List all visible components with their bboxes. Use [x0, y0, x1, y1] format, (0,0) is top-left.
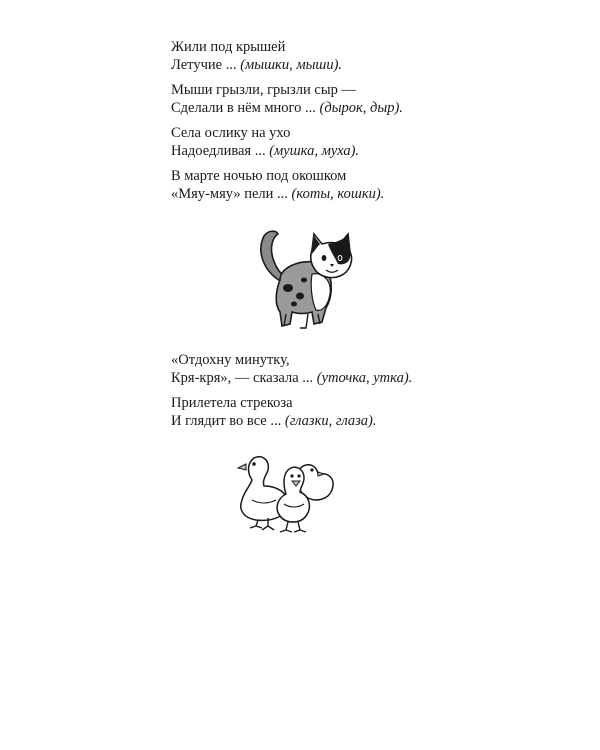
answer-options: (коты, кошки). [291, 186, 385, 202]
stanza-line: Села ослику на ухо [171, 125, 291, 141]
stanza-line: Жили под крышей [171, 39, 286, 55]
stanza-line: Прилетела стрекоза [171, 395, 293, 411]
stanza-line: Мыши грызли, грызли сыр — [171, 82, 356, 98]
line-text: И глядит во все ... [171, 413, 285, 429]
stanza-6 [171, 394, 376, 430]
stanza-line: «Отдохну минутку, [171, 352, 290, 368]
stanza-line [171, 412, 376, 430]
stanza-line: В марте ночью под окошком [171, 168, 347, 184]
stanza-line [171, 142, 359, 160]
stanza-line [171, 56, 342, 74]
line-text: Летучие ... [171, 57, 241, 73]
stanza-2 [171, 81, 403, 117]
line-text: Надоедливая ... [171, 143, 270, 159]
stanza-1 [171, 38, 342, 74]
line-text: «Мяу-мяу» пели ... [171, 186, 292, 202]
stanza-line [171, 99, 403, 117]
answer-options: (уточка, утка). [316, 370, 413, 386]
cat-illustration [242, 222, 362, 334]
line-text: Сделали в нём много ... [171, 100, 320, 116]
stanza-line [171, 185, 384, 203]
line-text: Кря-кря», — сказала ... [171, 370, 317, 386]
answer-options: (глазки, глаза). [284, 413, 377, 429]
stanza-5 [171, 351, 412, 387]
stanza-line [171, 369, 412, 387]
answer-options: (мышки, мыши). [240, 57, 343, 73]
stanza-3 [171, 124, 359, 160]
answer-options: (мушка, муха). [269, 143, 360, 159]
ducks-illustration [232, 448, 338, 534]
stanza-4 [171, 167, 384, 203]
answer-options: (дырок, дыр). [319, 100, 403, 116]
